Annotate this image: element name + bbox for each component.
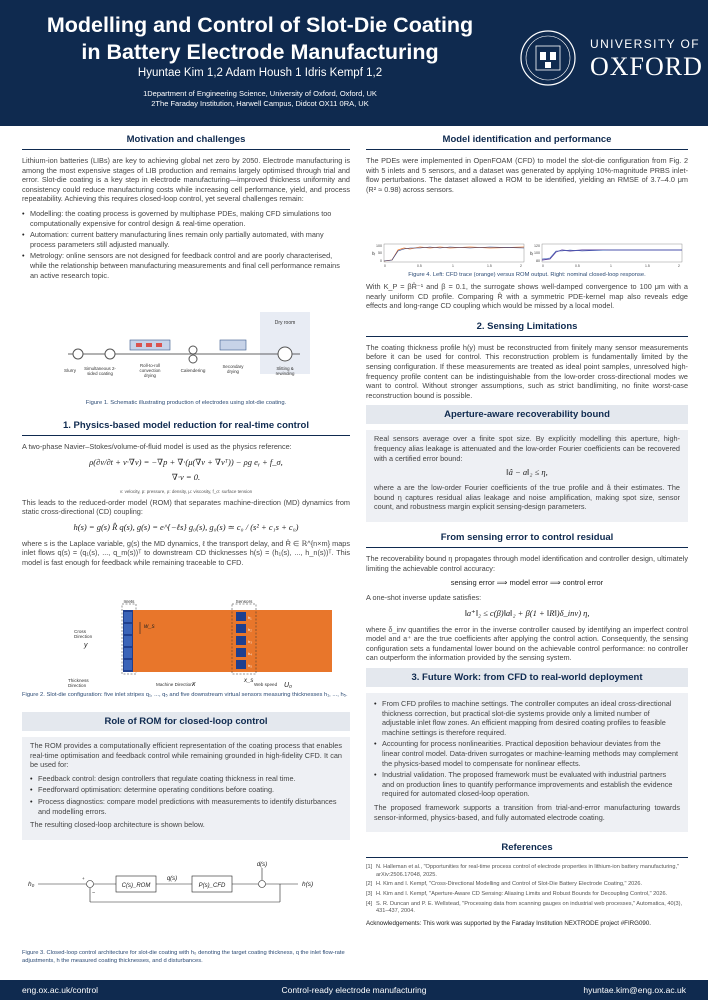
fig3-controller-label: C(s)_ROM (121, 883, 151, 889)
rom-list (30, 774, 342, 816)
figure-1-process-schematic (60, 310, 320, 390)
future-box (366, 693, 688, 832)
sensing-paragraph: The coating thickness profile h(y) must be reconstructed from finitely many sensor measurements before it can be used for control. This reconstruction problem is fundamentally limited by the sensing configuration. If these measurements are treated as ideal point samples, unresolved high-frequency profile content can be indistinguishable from the low-order cross-directional modes we want to control. Without stronger assumptions, such as strict bandlimiting, no finite worst-case reconstruction bound is possible. (366, 342, 688, 400)
section-title-physics: 1. Physics-based model reduction for real-time control (22, 416, 350, 436)
svg-text:Direction: Direction (68, 683, 87, 688)
fig1-label-slurry: Slurry (64, 368, 76, 373)
svg-text:drying: drying (227, 369, 239, 374)
list-item: • Process diagnostics: compare model predictions with measurements to identify disturbances and modelling errors. (30, 797, 342, 816)
fig2-machine-label: Machine Direction (156, 682, 193, 687)
fig1-label-secondary: Secondary (222, 364, 244, 369)
rom-equation: h(s) = g(s) R̂ q(s), g(s) = e^{−ℓs} g₀(s), g₀(s) ≃ c₀ / (s² + c₁s + c₀) (73, 521, 299, 532)
fig2-sensors-label: Sensors (235, 600, 253, 604)
svg-text:1.5: 1.5 (487, 264, 492, 268)
list-item: • Automation: current battery manufacturing lines remain only partially automated, with many process parameters still adjusted manually. (22, 230, 350, 249)
physics-paragraph-3: where s is the Laplace variable, g(s) the MD dynamics, ℓ the transport delay, and R̂ ∈ ℝ^{n×m} maps inlet flows q(s) = (q₁(s), ..., q_m(s))ᵀ to downstream CD thicknesses h(s) = (h₁(s), ..., h_n(s))ᵀ. This model is fast enough for feedback while remaining traceable to CFD. (22, 538, 350, 567)
list-item: • Accounting for process nonlinearities. Practical deposition behaviour deviates from the linear control model. Data-driven surrogates or machine-learning methods may complement the physics-based model to compensate for nonlinear effects. (374, 739, 680, 768)
svg-text:0.5: 0.5 (575, 264, 580, 268)
fig2-thickness-label: Thickness (68, 678, 89, 683)
secondary-dryer-icon (220, 340, 246, 350)
motivation-paragraph: Lithium-ion batteries (LIBs) are key to achieving global net zero by 2050. Electrode manufacturing is among the most expensive stages of LIB production and remains largely optimised through trial and error. Slot-die coating is a key step in electrode manufacturing—improved thickness uniformity and consistency could reduce manufacturing costs while increasing cell performance, yield, and process repeatability. Achieving this requires closed-loop control, yet several challenges remain: (22, 156, 350, 204)
footer-email-link[interactable]: hyuntae.kim@eng.ox.ac.uk (583, 985, 686, 995)
svg-text:50: 50 (378, 251, 382, 255)
university-label: UNIVERSITY OF (590, 37, 700, 51)
list-item: • Feedback control: design controllers that regulate coating thickness in real time. (30, 774, 342, 784)
figure-4-caption: Figure 4. Left: CFD trace (orange) versus ROM output. Right: nominal closed-loop response. (408, 272, 646, 278)
dry-room-label: Dry room (274, 320, 296, 326)
list-item: • Modelling: the coating process is governed by multiphase PDEs, making CFD simulations too computationally expensive for control design & real-time operation. (22, 209, 350, 228)
figure-1-caption: Figure 1. Schematic illustrating production of electrodes using slot-die coating. (85, 400, 287, 406)
fig2-xs-label: x_s (244, 678, 254, 684)
svg-text:100: 100 (376, 244, 382, 248)
right-column-lower (366, 282, 688, 927)
svg-text:drying: drying (144, 373, 156, 378)
fig3-plant-label: P(s)_CFD (198, 883, 226, 889)
figure-3-caption: Figure 3. Closed-loop control architecture for slot-die coating with h₀ denoting the target coating thickness, q the inlet flow-rate adjustments, h the measured coating thicknesses, and d disturbances. (22, 950, 345, 964)
rewinder-icon (278, 347, 292, 361)
reference-item: [3] H. Kim and I. Kempf, "Aperture-Aware CD Sensing: Aliasing Limits and Robust Bounds for Decoupling Control," 2026. (366, 890, 668, 897)
svg-text:0.5: 0.5 (417, 264, 422, 268)
future-list (374, 699, 680, 799)
reference-item: [1] N. Halleman et al., "Opportunities for real-time process control of electrode properties in lithium-ion battery manufacturing," arXiv:2506.17048, 2025. (366, 864, 680, 878)
fig2-y-label: y (84, 642, 88, 649)
svg-text:2: 2 (678, 264, 680, 268)
poster-title: Modelling and Control of Slot-Die Coating in Battery Electrode Manufacturing (46, 13, 474, 64)
residual-paragraph-3: where δ_inv quantifies the error in the inverse controller caused by identifying an imperfect control model and a⁺ are the true coefficients after applying the control action. Consequently, the sensing configuration sets a fundamental lower bound on the achievable control performance: no controller can outperform the information provided by the sensing system. (366, 624, 688, 663)
fig2-cross-label: Cross (74, 629, 86, 634)
svg-text:+: + (82, 876, 85, 881)
residual-paragraph-1: The recoverability bound η propagates through model identification and controller design, ultimately limiting the achievable control accuracy: (366, 553, 688, 573)
svg-text:1: 1 (452, 264, 454, 268)
svg-text:h₃: h₃ (248, 639, 252, 644)
rom-paragraph-1: The ROM provides a computationally efficient representation of the coating process that enables real-time optimisation and feedback control while remaining grounded in high-fidelity CFD. It can be used for: (30, 741, 342, 770)
aperture-equation: ‖â − a‖₂ ≤ η, (506, 467, 548, 478)
fig3-h0-label: h₀ (28, 881, 35, 888)
svg-text:h₄: h₄ (248, 651, 252, 656)
calender-roller-icon (189, 355, 197, 363)
fig4-right-plot-frame (542, 244, 682, 262)
list-item: • From CFD profiles to machine settings. The controller computes an ideal cross-directional thickness correction, but practical slot-die systems provide only a limited number of adjustable inlet flow zones. An efficient mapping from desired coating profiles to feasible machine settings is therefore required. (374, 699, 680, 737)
physics-paragraph-1: A two-phase Navier–Stokes/volume-of-fluid model is used as the physics reference: (22, 442, 292, 451)
section-title-future: 3. Future Work: from CFD to real-world deployment (366, 668, 688, 687)
svg-text:h₅: h₅ (248, 663, 252, 668)
poster-header (0, 0, 708, 126)
figure-2-slot-die-configuration (22, 600, 350, 688)
fig1-label-coating: Simultaneous 2- (84, 366, 116, 371)
fig3-h-label: h(s) (302, 881, 314, 888)
list-item: • Metrology: online sensors are not designed for feedback control and are poorly characterised, while the relationship between manufacturing measurements and final cell performance remains an active research topic. (22, 251, 350, 280)
section-title-identification: Model identification and performance (366, 130, 688, 150)
university-name: OXFORD (590, 52, 703, 81)
svg-text:2: 2 (520, 264, 522, 268)
error-chain: sensing error ⟹ model error ⟹ control error (450, 578, 604, 588)
svg-text:0: 0 (384, 264, 386, 268)
summing-junction-icon (87, 881, 94, 888)
list-item: • Feedforward optimisation: determine operating conditions before coating. (30, 785, 342, 795)
svg-text:100: 100 (534, 251, 540, 255)
left-column (22, 130, 350, 286)
inlet-stripes (124, 612, 132, 670)
fig2-web-label: Web speed (254, 682, 278, 687)
fig1-label-calendering: Calendering (180, 368, 206, 373)
fig2-ws-label: w_s (144, 624, 155, 630)
section-title-sensing: 2. Sensing Limitations (366, 317, 688, 337)
figure-2-caption: Figure 2. Slot-die configuration: five inlet stripes q₁, ..., q₅ and five downstream virtual sensors measuring thicknesses h₁, ..., h₅. (22, 692, 348, 698)
fig2-inlets-label: Inlets (123, 600, 135, 604)
calender-roller-icon (189, 346, 197, 354)
continuity-equation: ∇·v = 0. (171, 471, 201, 482)
acknowledgements: Acknowledgements: This work was supported by the Faraday Institution NEXTRODE project #FIRG090. (366, 919, 651, 927)
svg-text:0: 0 (380, 259, 382, 263)
svg-text:rewinding: rewinding (275, 371, 295, 376)
fig4-left-plot-frame (384, 244, 524, 262)
svg-text:1.5: 1.5 (645, 264, 650, 268)
fig4-right-ylabel: hᵢ (530, 251, 534, 256)
roller-icon (73, 349, 83, 359)
figure-3-closed-loop-diagram (22, 858, 322, 908)
left-column-physics (22, 416, 350, 573)
identification-paragraph-1: The PDEs were implemented in OpenFOAM (CFD) to model the slot-die configuration from Fig. 2 with 5 inlets and 5 sensors, and a dataset was generated by applying 10%-magnitude PRBS inlet-flow perturbations. The dataset allowed a ROM to be identified, yielding an RMSE of 3.7–4.0 μm (R² ≈ 0.98) across sensors. (366, 156, 688, 194)
rom-box (22, 737, 350, 840)
poster-footer (0, 980, 708, 1000)
svg-text:sided coating: sided coating (87, 371, 113, 376)
figure-4-plots (370, 240, 690, 268)
aperture-paragraph-1: Real sensors average over a finite spot size. By explicitly modelling this aperture, high-frequency alias leakage is attenuated and the low-order Fourier coefficients can be recovered with a certified error bound: (374, 434, 680, 463)
reference-item: [4] S. R. Duncan and P. E. Wellstead, "Processing data from scanning gauges on industrial web processes," Automatica, 40(3), 431–437, 2004. (366, 900, 682, 915)
navier-stokes-equation: ρ(∂v/∂t + v·∇v) = −∇p + ∇·(μ(∇v + ∇vᵀ)) − ρg eᵧ + f_σ, (89, 456, 283, 467)
roller-icon (105, 349, 115, 359)
reference-item: [2] H. Kim and I. Kempf, "Cross-Directional Modelling and Control of Slot-Die Battery Electrode Coating," 2026. (366, 881, 643, 888)
aperture-paragraph-2: where a are the low-order Fourier coefficients of the true profile and â their estimates. The bound η captures residual alias leakage and noise amplification, making spot size, sensor count, and robustness margin explicit sensing-design parameters. (374, 483, 680, 512)
svg-text:−: − (92, 890, 96, 896)
svg-text:h₁: h₁ (248, 615, 252, 620)
left-column-rom (22, 712, 350, 846)
section-title-residual: From sensing error to control residual (366, 528, 688, 548)
footer-website-link[interactable]: eng.ox.ac.uk/control (22, 985, 99, 995)
svg-text:120: 120 (534, 244, 540, 248)
svg-text:h₂: h₂ (248, 627, 252, 632)
svg-text:1: 1 (610, 264, 612, 268)
rom-paragraph-2: The resulting closed-loop architecture is shown below. (30, 820, 205, 830)
fig1-label-slitting: Slitting & (276, 366, 294, 371)
footer-tagline: Control-ready electrode manufacturing (281, 985, 427, 995)
affiliations: 1Department of Engineering Science, University of Oxford, Oxford, UK 2The Faraday Institution, Harwell Campus, Didcot OX11 0RA, UK (143, 89, 377, 108)
fig4-left-ylabel: hᵢ (372, 251, 376, 256)
identification-paragraph-2: With K_P = βR̂⁻¹ and β = 0.1, the surrogate shows well-damped convergence to 100 μm with a nearly uniform CD profile. Comparing R̂ with a symmetric PDE-kernel map also reveals edge effects and long-range CD coupling which would be missed by a local model. (366, 282, 688, 311)
residual-equation: ‖a⁺‖₂ ≤ c(β)‖a‖₂ + β(1 + ‖R‖)δ_inv) η, (464, 607, 590, 618)
section-title-aperture: Aperture-aware recoverability bound (366, 405, 688, 424)
physics-paragraph-2: This leads to the reduced-order model (ROM) that separates machine-direction (MD) dynamics from static cross-directional (CD) coupling: (22, 497, 350, 517)
svg-text:80: 80 (536, 259, 540, 263)
svg-text:convection: convection (139, 368, 161, 373)
fig3-d-label: d(s) (256, 862, 268, 868)
section-title-rom: Role of ROM for closed-loop control (22, 712, 350, 731)
disturbance-junction-icon (259, 881, 266, 888)
future-paragraph: The proposed framework supports a transition from trial-and-error manufacturing towards sensor-informed, physics-based, and fully automated electrode coating. (374, 803, 680, 822)
authors: Hyuntae Kim 1,2 Adam Housh 1 Idris Kempf 1,2 (137, 67, 383, 79)
motivation-list (22, 209, 350, 280)
svg-text:0: 0 (542, 264, 544, 268)
fig1-label-drying: Roll-to-roll (139, 363, 161, 368)
equation-legend: v: velocity, p: pressure, ρ: density, μ: viscosity, f_σ: surface tension (119, 488, 253, 494)
list-item: • Industrial validation. The proposed framework must be evaluated with industrial partners and on production lines to quantify performance improvements and establish the evidence required for automated closed-loop operation. (374, 770, 680, 799)
virtual-sensors (236, 612, 246, 669)
fig3-q-label: q(s) (166, 876, 178, 882)
section-title-motivation: Motivation and challenges (22, 130, 350, 150)
fig2-u0-label: U₀ (284, 682, 293, 688)
residual-paragraph-2: A one-shot inverse update satisfies: (366, 593, 482, 603)
section-title-references: References (366, 838, 688, 858)
svg-text:Direction: Direction (74, 634, 93, 639)
aperture-box (366, 430, 688, 522)
right-column (366, 130, 688, 199)
fig2-x-label: x (192, 681, 196, 688)
